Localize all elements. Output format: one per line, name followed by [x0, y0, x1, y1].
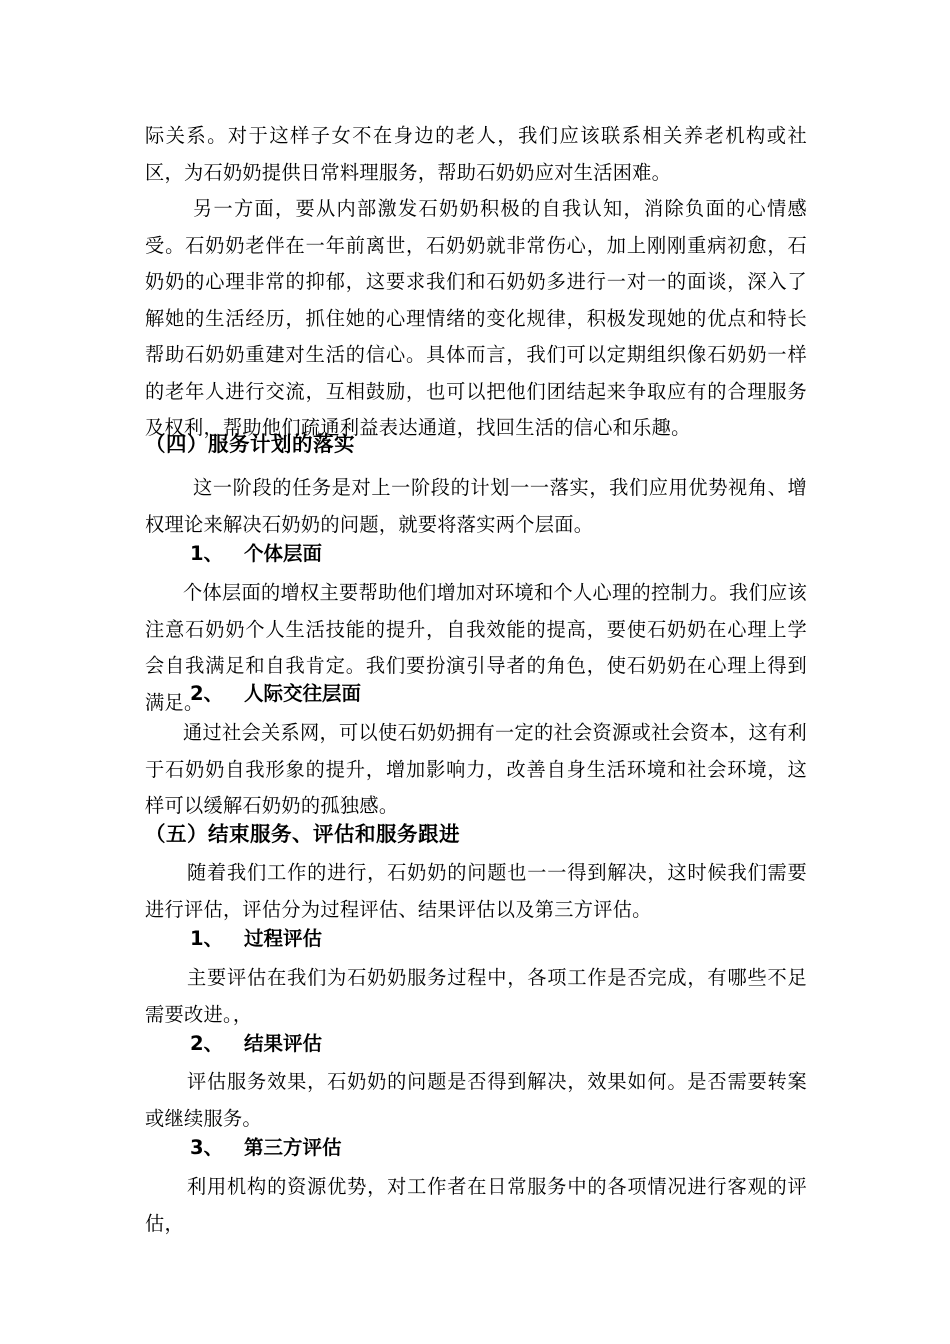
paragraph-outcome-evaluation: 评估服务效果，石奶奶的问题是否得到解决，效果如何。是否需要转案或继续服务。 — [145, 1070, 807, 1130]
paragraph-internal-motivation: 另一方面，要从内部激发石奶奶积极的自我认知，消除负面的心情感受。石奶奶老伴在一年前离世，石奶奶就非常伤心，加上刚刚重病初愈，石奶奶的心理非常的抑郁，这要求我们和石奶奶多进行一对一的面谈，深入了解她的生活经历，抓住她的心理情绪的变化规律，积极发现她的优点和特长帮助石奶奶重建对生活的信心。具体而言，我们可以定期组织像石奶奶一样的老年人进行交流，互相鼓励，也可以把他们团结起来争取应有的合理服务及权利，帮助他们疏通利益表达通道，找回生活的信心和乐趣。 — [145, 197, 807, 439]
paragraph-individual-empowerment: 个体层面的增权主要帮助他们增加对环境和个人心理的控制力。我们应该注意石奶奶个人生活技能的提升，自我效能的提高，要使石奶奶在心理上学会自我满足和自我肯定。我们要扮演引导者的角色，使石奶奶在心理上得到满足。 — [145, 581, 807, 714]
subheading-number: 3、 — [190, 1136, 224, 1159]
paragraph-process-evaluation: 主要评估在我们为石奶奶服务过程中，各项工作是否完成，有哪些不足需要改进。， — [145, 966, 807, 1026]
paragraph-evaluation-intro: 随着我们工作的进行，石奶奶的问题也一一得到解决，这时候我们需要进行评估，评估分为过程评估、结果评估以及第三方评估。 — [145, 861, 807, 921]
subheading-number: 2、 — [190, 1032, 224, 1055]
paragraph-third-party-evaluation: 利用机构的资源优势，对工作者在日常服务中的各项情况进行客观的评估， — [145, 1175, 807, 1235]
subheading-text: 第三方评估 — [244, 1136, 342, 1159]
subheading-individual-level — [190, 540, 322, 568]
subheading-text: 个体层面 — [244, 542, 323, 565]
subheading-interpersonal-level — [190, 680, 361, 708]
subheading-number: 1、 — [190, 927, 224, 950]
subheading-text: 人际交往层面 — [244, 682, 362, 705]
subheading-number: 2、 — [190, 682, 224, 705]
subheading-text: 过程评估 — [244, 927, 323, 950]
subheading-process-evaluation — [190, 925, 322, 953]
section-heading-end-service-evaluation: （五）结束服务、评估和服务跟进 — [145, 822, 460, 846]
subheading-third-party-evaluation — [190, 1134, 342, 1162]
paragraph-social-relations: 际关系。对于这样子女不在身边的老人，我们应该联系相关养老机构或社区，为石奶奶提供日常料理服务，帮助石奶奶应对生活困难。 — [145, 124, 807, 184]
paragraph-social-network: 通过社会关系网，可以使石奶奶拥有一定的社会资源或社会资本，这有利于石奶奶自我形象的提升，增加影响力，改善自身生活环境和社会环境，这样可以缓解石奶奶的孤独感。 — [145, 721, 807, 817]
section-heading-plan-implementation: （四）服务计划的落实 — [145, 432, 355, 456]
paragraph-stage-tasks: 这一阶段的任务是对上一阶段的计划一一落实，我们应用优势视角、增权理论来解决石奶奶的问题，就要将落实两个层面。 — [145, 476, 807, 536]
subheading-outcome-evaluation — [190, 1030, 322, 1058]
subheading-number: 1、 — [190, 542, 224, 565]
subheading-text: 结果评估 — [244, 1032, 323, 1055]
